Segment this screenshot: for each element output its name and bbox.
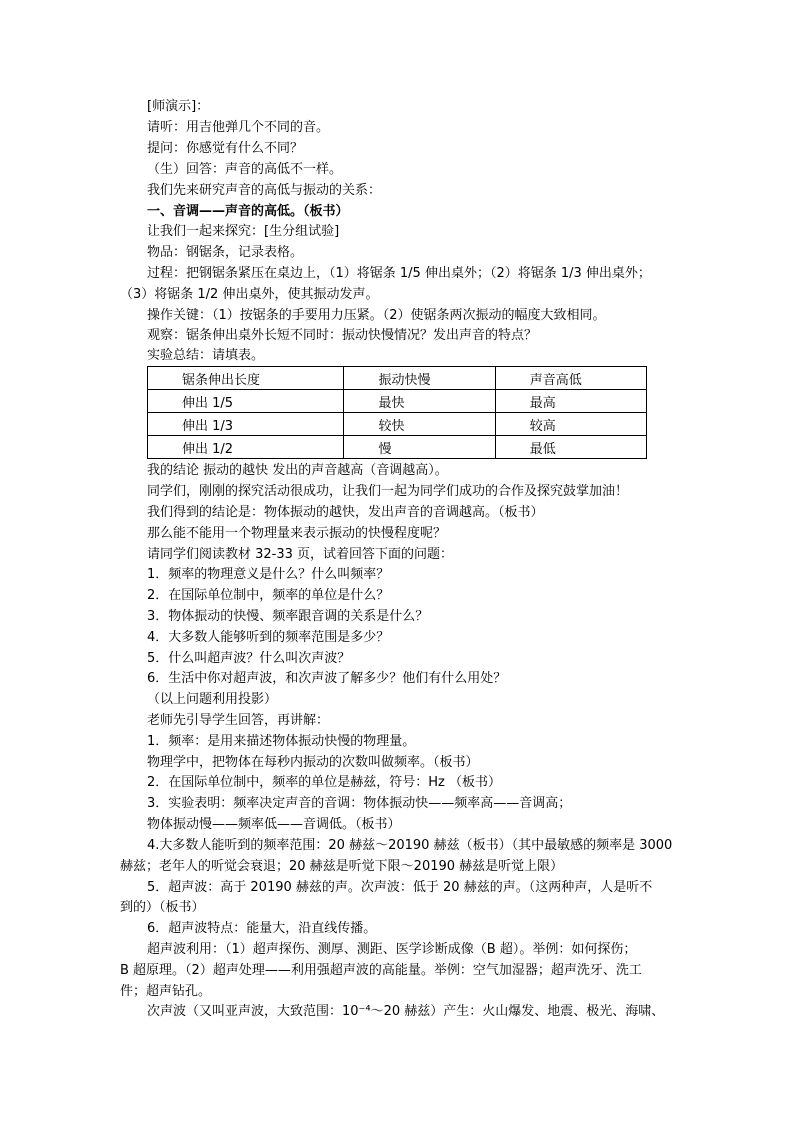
table-row (148, 390, 647, 413)
question-item: 4．大多数人能够听到的频率范围是多少？ (147, 630, 390, 645)
text-line: 老师先引导学生回答，再讲解： (147, 713, 330, 728)
text-line: [师演示]： (147, 99, 210, 114)
text-line: 物品：钢锯条，记录表格。 (147, 245, 304, 260)
text-line: 我们得到的结论是：物体振动的越快，发出声音的音调越高。（板书） (147, 505, 544, 520)
table-header-cell: 振动快慢 (344, 367, 495, 390)
text-line: 同学们，刚刚的探究活动很成功，让我们一起为同学们成功的合作及探究鼓掌加油！ (147, 484, 629, 499)
text-line: 物理学中，把物体在每秒内振动的次数叫做频率。（板书） (147, 755, 479, 770)
text-line: 请同学们阅读教材 32-33 页，试着回答下面的问题： (147, 547, 454, 562)
text-line: （生）回答：声音的高低不一样。 (147, 162, 343, 177)
table-cell: 伸出 1/2 (148, 436, 344, 459)
text-line: 观察：锯条伸出桌外长短不同时：振动快慢情况？发出声音的特点？ (147, 328, 538, 343)
text-line: 件；超声钻孔。 (120, 984, 212, 999)
table-cell: 最高 (495, 390, 646, 413)
text-line: （以上问题利用投影） (147, 692, 278, 707)
table-header-row (148, 367, 647, 390)
question-item: 2．在国际单位制中，频率的单位是什么？ (147, 588, 390, 603)
table-header-cell: 声音高低 (495, 367, 646, 390)
answer-item: 2．在国际单位制中，频率的单位是赫兹，符号：Hz （板书） (147, 775, 502, 790)
table-cell: 伸出 1/3 (148, 413, 344, 436)
answer-item: 6．超声波特点：能量大，沿直线传播。 (147, 921, 377, 936)
table-cell: 较快 (344, 413, 495, 436)
text-line: 赫兹；老年人的听觉会衰退；20 赫兹是听觉下限～20190 赫兹是听觉上限） (120, 859, 564, 874)
table-header-cell: 锯条伸出长度 (148, 367, 344, 390)
text-line: 超声波利用：（1）超声探伤、测厚、测距、医学诊断成像（B 超）。举例：如何探伤； (147, 942, 637, 957)
table-cell: 最快 (344, 390, 495, 413)
table-cell: 最低 (495, 436, 646, 459)
text-line: 实验总结：请填表。 (147, 348, 265, 363)
text-line: 过程：把钢锯条紧压在桌边上，（1）将锯条 1/5 伸出桌外；（2）将锯条 1/3 伸出桌外； (147, 266, 651, 281)
table-row (148, 413, 647, 436)
text-line: 次声波（又叫亚声波，大致范围：10⁻⁴～20 赫兹）产生：火山爆发、地震、极光、海啸、 (147, 1004, 665, 1019)
text-line: 到的）（板书） (120, 900, 205, 915)
answer-item: 4.大多数人能听到的频率范围：20 赫兹～20190 赫兹（板书）（其中最敏感的频率是 3000 (147, 838, 673, 853)
results-table (147, 366, 647, 459)
text-line: （3）将锯条 1/2 伸出桌外，使其振动发声。 (120, 287, 379, 302)
text-line: 提问：你感觉有什么不同？ (147, 141, 304, 156)
text-line: 操作关键：（1）按锯条的手要用力压紧。（2）使锯条两次振动的幅度大致相同。 (147, 308, 606, 323)
answer-item: 1．频率：是用来描述物体振动快慢的物理量。 (147, 734, 416, 749)
text-line: 让我们一起来探究：[生分组试验] (147, 224, 340, 239)
table-cell: 慢 (344, 436, 495, 459)
text-line: 那么能不能用一个物理量来表示振动的快慢程度呢？ (147, 526, 447, 541)
answer-item: 5．超声波：高于 20190 赫兹的声。次声波：低于 20 赫兹的声。（这两种声，人是听不 (147, 880, 653, 895)
text-line: 我的结论 振动的越快 发出的声音越高（音调越高）。 (147, 463, 448, 478)
text-line: 我们先来研究声音的高低与振动的关系： (147, 183, 382, 198)
table-cell: 较高 (495, 413, 646, 436)
question-item: 1．频率的物理意义是什么？什么叫频率？ (147, 567, 390, 582)
question-item: 6．生活中你对超声波，和次声波了解多少？他们有什么用处？ (147, 671, 507, 686)
table-row (148, 436, 647, 459)
table-cell: 伸出 1/5 (148, 390, 344, 413)
text-line: 请听：用吉他弹几个不同的音。 (147, 120, 330, 135)
text-line: B 超原理。（2）超声处理——利用强超声波的高能量。举例：空气加湿器；超声洗牙、洗工 (120, 963, 642, 978)
section-heading: 一、音调——声音的高低。（板书） (147, 204, 349, 219)
text-line: 物体振动慢——频率低——音调低。（板书） (147, 817, 401, 832)
question-item: 5．什么叫超声波？什么叫次声波？ (147, 651, 351, 666)
question-item: 3．物体振动的快慢、频率跟音调的关系是什么？ (147, 609, 429, 624)
answer-item: 3．实验表明：频率决定声音的音调：物体振动快——频率高——音调高； (147, 796, 572, 811)
